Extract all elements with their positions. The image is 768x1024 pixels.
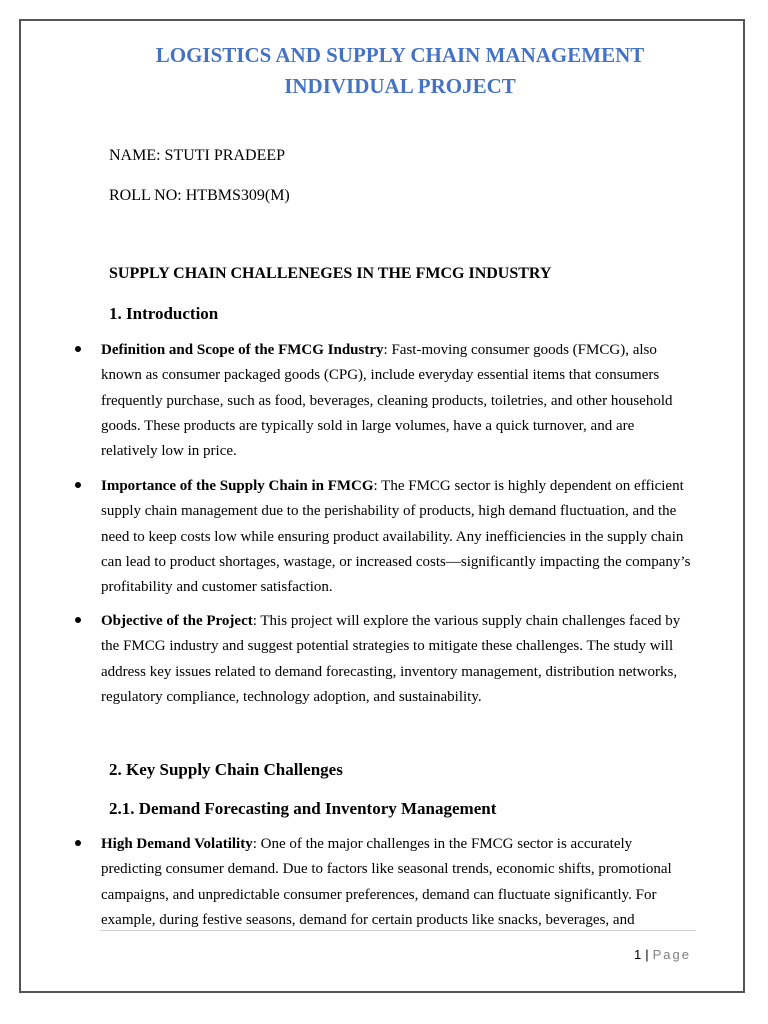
bullet-icon <box>75 617 81 623</box>
list-item <box>101 474 693 600</box>
section-introduction-heading: 1. Introduction <box>109 304 219 323</box>
bullet-term: Definition and Scope of the FMCG Industry <box>101 342 384 358</box>
bullet-term: Objective of the Project <box>101 613 253 629</box>
subsection-demand-forecasting-heading: 2.1. Demand Forecasting and Inventory Management <box>109 799 497 818</box>
list-item <box>101 338 693 464</box>
section-challenges-heading: 2. Key Supply Chain Challenges <box>109 760 343 779</box>
footer-divider <box>100 930 696 931</box>
bullet-term: High Demand Volatility <box>101 836 253 852</box>
roll-number: ROLL NO: HTBMS309(M) <box>109 187 290 204</box>
document-title <box>100 40 700 102</box>
document-heading: SUPPLY CHAIN CHALLENEGES IN THE FMCG INDUSTRY <box>109 265 552 282</box>
list-item <box>101 832 693 933</box>
title-line-2: INDIVIDUAL PROJECT <box>284 74 516 98</box>
bullet-text: : One of the major challenges in the FMCG sector is accurately predicting consumer demand. Due to factors like seasonal trends, economic shifts, promotional campaigns, and unpredictable consumer preferences, demand can fluctuate significantly. For example, during festive seasons, demand for certain products like snacks, beverages, and <box>101 836 672 928</box>
page-number: 1 <box>634 947 642 962</box>
page-separator: | <box>645 947 649 962</box>
bullet-icon <box>75 482 81 488</box>
page-label: Page <box>652 947 691 962</box>
bullet-text: : This project will explore the various supply chain challenges faced by the FMCG industry and suggest potential strategies to mitigate these challenges. The study will address key issues related to demand forecasting, inventory management, distribution networks, regulatory compliance, technology adoption, and sustainability. <box>101 613 681 705</box>
list-item <box>101 609 693 710</box>
bullet-icon <box>75 346 81 352</box>
title-line-1: LOGISTICS AND SUPPLY CHAIN MANAGEMENT <box>155 43 645 67</box>
bullet-term: Importance of the Supply Chain in FMCG <box>101 478 374 494</box>
page-footer <box>634 947 691 962</box>
author-name: NAME: STUTI PRADEEP <box>109 147 286 164</box>
bullet-text: : Fast-moving consumer goods (FMCG), also known as consumer packaged goods (CPG), include everyday essential items that consumers frequently purchase, such as food, beverages, cleaning products, toiletries, and other household goods. These products are typically sold in large volumes, have a quick turnover, and are relatively low in price. <box>101 342 673 460</box>
bullet-icon <box>75 840 81 846</box>
bullet-text: : The FMCG sector is highly dependent on efficient supply chain management due to the perishability of products, high demand fluctuation, and the need to keep costs low while ensuring product availability. Any inefficiencies in the supply chain can lead to product shortages, wastage, or increased costs—significantly impacting the company’s profitability and customer satisfaction. <box>101 478 691 596</box>
